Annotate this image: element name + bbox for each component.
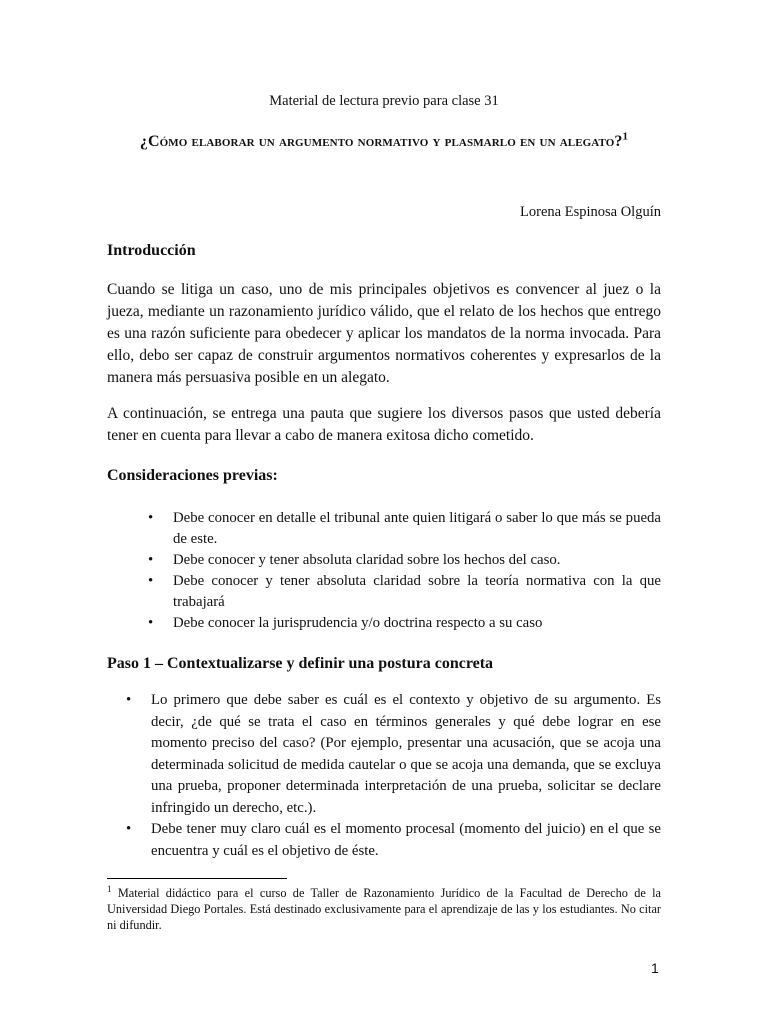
consideraciones-list	[148, 508, 661, 634]
bullet-icon: •	[148, 552, 154, 568]
footnote-mark: 1	[107, 883, 112, 894]
title-text: ¿Cómo elaborar un argumento normativo y plasmarlo en un alegato?	[139, 133, 623, 150]
footnote-separator	[107, 878, 287, 879]
bullet-icon: •	[148, 573, 154, 589]
title-footnote-mark[interactable]: 1	[622, 130, 629, 143]
page-number: 1	[651, 960, 659, 976]
list-item: • Debe conocer y tener absoluta claridad sobre la teoría normativa con la que trabajará	[148, 573, 661, 610]
heading-consideraciones: Consideraciones previas:	[107, 467, 278, 484]
heading-introduccion: Introducción	[107, 242, 196, 259]
author-name: Lorena Espinosa Olguín	[520, 204, 661, 220]
bullet-icon: •	[148, 615, 154, 631]
document-title	[107, 128, 661, 156]
list-item: • Lo primero que debe saber es cuál es el contexto y objetivo de su argumento. Es decir, ¿de qué se trata el caso en términos generales y qué debe lograr en ese momento preciso del caso? (Por ejemplo, presentar una acusación, que se acoja una determinada solicitud de medida cautelar o que se acoja una demanda, que se excluya una prueba, proponer determinada interpretación de una prueba, solicitar se declare infringido un derecho, etc.).	[126, 692, 661, 816]
list-item: • Debe conocer la jurisprudencia y/o doctrina respecto a su caso	[173, 613, 661, 634]
footnote-text: Material didáctico para el curso de Taller de Razonamiento Jurídico de la Facultad de Derecho de la Universidad Diego Portales. Está destinado exclusivamente para el aprendizaje de las y los estudiantes. No citar ni difundir.	[107, 886, 662, 932]
paso1-list	[126, 690, 661, 862]
list-item: • Debe conocer en detalle el tribunal ante quien litigará o saber lo que más se pueda de este.	[148, 510, 661, 547]
bullet-icon: •	[126, 692, 132, 708]
heading-paso-1: Paso 1 – Contextualizarse y definir una postura concreta	[107, 655, 494, 672]
header-line: Material de lectura previo para clase 31	[269, 93, 499, 109]
bullet-icon: •	[126, 821, 132, 837]
footnote	[107, 885, 661, 933]
list-item: • Debe tener muy claro cuál es el momento procesal (momento del juicio) en el que se encuentra y cuál es el objetivo de éste.	[126, 821, 661, 859]
list-item: • Debe conocer y tener absoluta claridad sobre los hechos del caso.	[173, 550, 661, 571]
bullet-icon: •	[148, 510, 154, 526]
intro-paragraph-2: A continuación, se entrega una pauta que sugiere los diversos pasos que usted debería tener en cuenta para llevar a cabo de manera exitosa dicho cometido.	[107, 405, 661, 444]
intro-paragraph-1: Cuando se litiga un caso, uno de mis principales objetivos es convencer al juez o la jueza, mediante un razonamiento jurídico válido, que el relato de los hechos que entrego es una razón suficiente para obedecer y aplicar los mandatos de la norma invocada. Para ello, debo ser capaz de construir argumentos normativos coherentes y expresarlos de la manera más persuasiva posible en un alegato.	[107, 281, 661, 386]
